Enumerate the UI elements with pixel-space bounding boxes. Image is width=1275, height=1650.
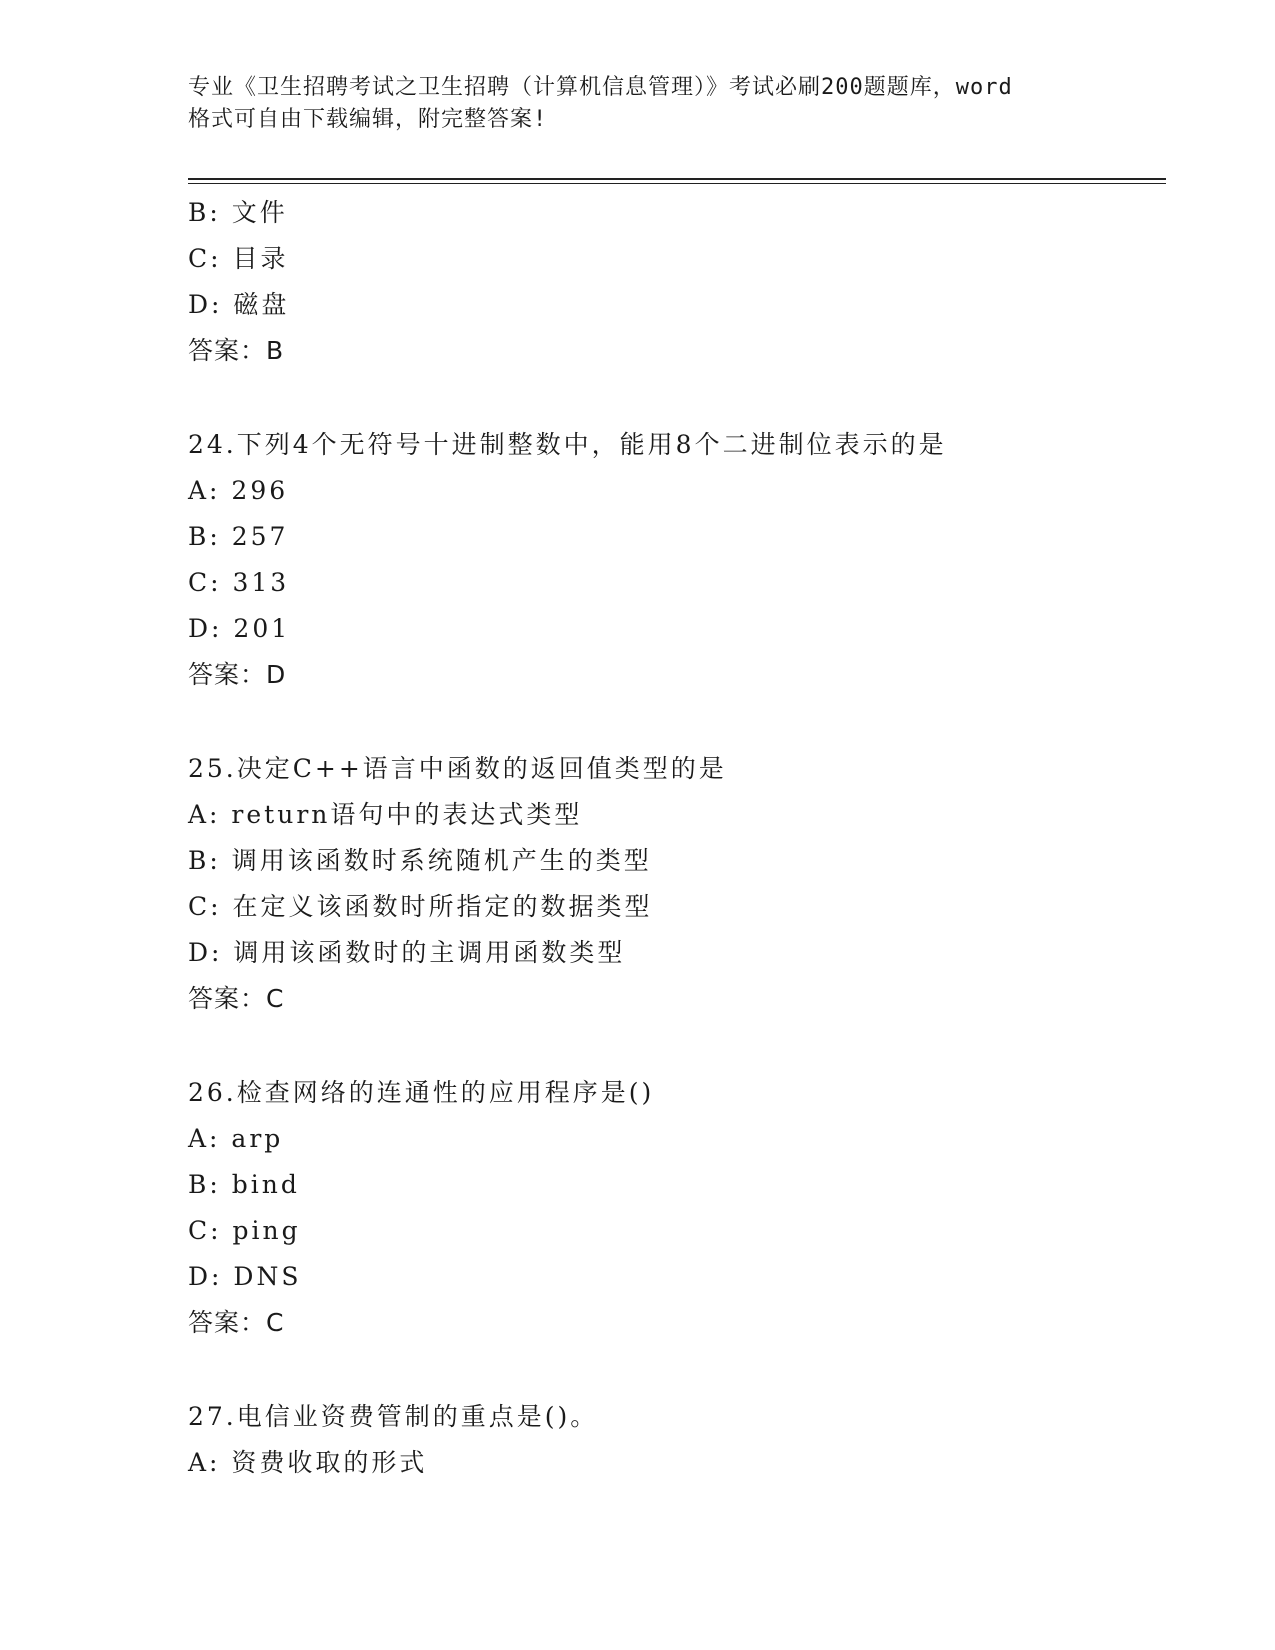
answer-line: 答案：B (188, 336, 285, 365)
option-a: A: 资费收取的形式 (188, 1448, 428, 1477)
question-27 (188, 1394, 1166, 1486)
option-d: D: 201 (188, 614, 291, 643)
question-stem: 25.决定C++语言中函数的返回值类型的是 (188, 754, 727, 783)
option-d: D: 调用该函数时的主调用函数类型 (188, 938, 626, 967)
header-line-2: 格式可自由下载编辑，附完整答案! (188, 107, 548, 132)
option-c: C: ping (188, 1216, 301, 1245)
question-list (188, 190, 1166, 1486)
option-d: D: DNS (188, 1262, 302, 1291)
option-b: B: 257 (188, 522, 289, 551)
question-stem: 24.下列4个无符号十进制整数中，能用8个二进制位表示的是 (188, 430, 947, 459)
option-a: A: arp (188, 1124, 284, 1153)
option-d: D: 磁盘 (188, 290, 290, 319)
question-24 (188, 422, 1166, 698)
option-c: C: 目录 (188, 244, 289, 273)
question-stem: 27.电信业资费管制的重点是()。 (188, 1402, 599, 1431)
header-rule (188, 178, 1166, 180)
option-b: B: 调用该函数时系统随机产生的类型 (188, 846, 652, 875)
option-b: B: 文件 (188, 198, 288, 227)
header-rule-thin (188, 183, 1166, 184)
option-c: C: 在定义该函数时所指定的数据类型 (188, 892, 653, 921)
document-header (188, 72, 1108, 136)
answer-line: 答案：C (188, 984, 285, 1013)
question-stem: 26.检查网络的连通性的应用程序是() (188, 1078, 655, 1107)
answer-line: 答案：D (188, 660, 287, 689)
header-line-1: 专业《卫生招聘考试之卫生招聘（计算机信息管理）》考试必刷200题题库，word (188, 75, 1013, 100)
option-a: A: 296 (188, 476, 289, 505)
question-23-continued (188, 190, 1166, 374)
option-c: C: 313 (188, 568, 290, 597)
option-b: B: bind (188, 1170, 300, 1199)
question-26 (188, 1070, 1166, 1346)
answer-line: 答案：C (188, 1308, 285, 1337)
option-a: A: return语句中的表达式类型 (188, 800, 583, 829)
question-25 (188, 746, 1166, 1022)
